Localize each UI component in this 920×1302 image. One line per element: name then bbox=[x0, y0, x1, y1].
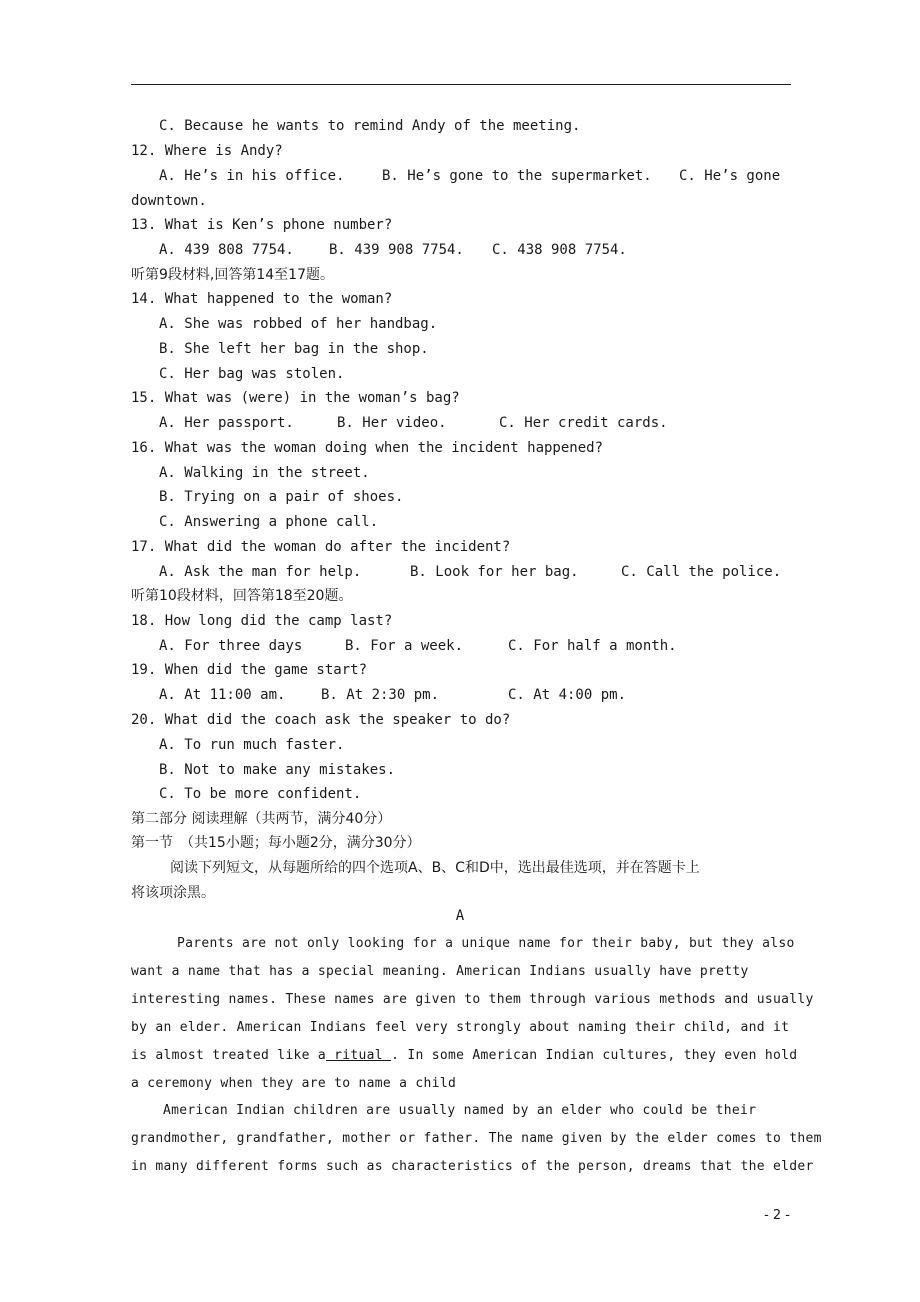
q12-option-c-cont: downtown. bbox=[131, 193, 207, 209]
q15-option-c: C. Her credit cards. bbox=[499, 415, 668, 431]
q20-option-c: C. To be more confident. bbox=[159, 786, 362, 802]
passage-line: interesting names. These names are given to them through various methods and usually bbox=[131, 992, 814, 1007]
q17-option-c: C. Call the police. bbox=[621, 564, 782, 580]
q18-option-a: A. For three days bbox=[159, 638, 303, 654]
passage-line: in many different forms such as characteristics of the person, dreams that the elder bbox=[131, 1159, 814, 1174]
passage-line: a ceremony when they are to name a child bbox=[131, 1076, 457, 1091]
q17-stem: 17. What did the woman do after the incident? bbox=[131, 539, 511, 555]
q15-option-b: B. Her video. bbox=[337, 415, 447, 431]
q20-stem: 20. What did the coach ask the speaker to do? bbox=[131, 712, 511, 728]
section-9-heading: 听第9段材料,回答第14至17题。 bbox=[131, 267, 334, 283]
instructions-line-1: 阅读下列短文，从每题所给的四个选项A、B、C和D中，选出最佳选项，并在答题卡上 bbox=[170, 860, 700, 876]
passage-text: . In some American Indian cultures, they even hold bbox=[391, 1048, 798, 1063]
q14-stem: 14. What happened to the woman? bbox=[131, 291, 393, 307]
q20-option-a: A. To run much faster. bbox=[159, 737, 345, 753]
q16-option-b: B. Trying on a pair of shoes. bbox=[159, 489, 404, 505]
q18-stem: 18. How long did the camp last? bbox=[131, 613, 393, 629]
q20-option-b: B. Not to make any mistakes. bbox=[159, 762, 396, 778]
q12-option-a: A. He’s in his office. bbox=[159, 168, 345, 184]
q19-option-b: B. At 2:30 pm. bbox=[321, 687, 440, 703]
q19-option-a: A. At 11:00 am. bbox=[159, 687, 286, 703]
q13-option-c: C. 438 908 7754. bbox=[492, 242, 627, 258]
q13-stem: 13. What is Ken’s phone number? bbox=[131, 217, 393, 233]
q16-option-c: C. Answering a phone call. bbox=[159, 514, 379, 530]
q12-option-b: B. He’s gone to the supermarket. bbox=[382, 168, 652, 184]
q14-option-c: C. Her bag was stolen. bbox=[159, 366, 345, 382]
passage-line: want a name that has a special meaning. American Indians usually have pretty bbox=[131, 964, 749, 979]
passage-line bbox=[131, 1047, 797, 1065]
q19-stem: 19. When did the game start? bbox=[131, 662, 368, 678]
q18-option-c: C. For half a month. bbox=[508, 638, 677, 654]
q18-option-b: B. For a week. bbox=[345, 638, 464, 654]
q15-stem: 15. What was (were) in the woman’s bag? bbox=[131, 390, 460, 406]
passage-line: by an elder. American Indians feel very strongly about naming their child, and it bbox=[131, 1020, 790, 1035]
q16-option-a: A. Walking in the street. bbox=[159, 465, 370, 481]
q13-option-b: B. 439 908 7754. bbox=[329, 242, 464, 258]
section-10-heading: 听第10段材料，回答第18至20题。 bbox=[131, 588, 353, 604]
header-rule bbox=[131, 84, 791, 85]
underlined-word-ritual: ritual bbox=[326, 1048, 392, 1063]
passage-text: is almost treated like a bbox=[131, 1048, 327, 1063]
q15-option-a: A. Her passport. bbox=[159, 415, 294, 431]
q14-option-a: A. She was robbed of her handbag. bbox=[159, 316, 438, 332]
q11-option-c: C. Because he wants to remind Andy of the meeting. bbox=[159, 118, 581, 134]
q13-option-a: A. 439 808 7754. bbox=[159, 242, 294, 258]
q17-option-b: B. Look for her bag. bbox=[410, 564, 579, 580]
part-2-heading: 第二部分 阅读理解（共两节，满分40分） bbox=[131, 811, 392, 827]
q12-stem: 12. Where is Andy? bbox=[131, 143, 283, 159]
q16-stem: 16. What was the woman doing when the incident happened? bbox=[131, 440, 604, 456]
section-1-heading: 第一节 （共15小题；每小题2分，满分30分） bbox=[131, 835, 421, 851]
passage-line: grandmother, grandfather, mother or father. The name given by the elder comes to them bbox=[131, 1131, 822, 1146]
q14-option-b: B. She left her bag in the shop. bbox=[159, 341, 429, 357]
q17-option-a: A. Ask the man for help. bbox=[159, 564, 362, 580]
q19-option-c: C. At 4:00 pm. bbox=[508, 687, 627, 703]
passage-line: American Indian children are usually named by an elder who could be their bbox=[163, 1103, 757, 1118]
instructions-line-2: 将该项涂黑。 bbox=[131, 885, 215, 901]
q12-option-c: C. He’s gone bbox=[679, 168, 781, 184]
page-number: - 2 - bbox=[764, 1208, 790, 1223]
passage-title: A bbox=[455, 908, 465, 924]
passage-line: Parents are not only looking for a unique name for their baby, but they also bbox=[177, 936, 795, 951]
